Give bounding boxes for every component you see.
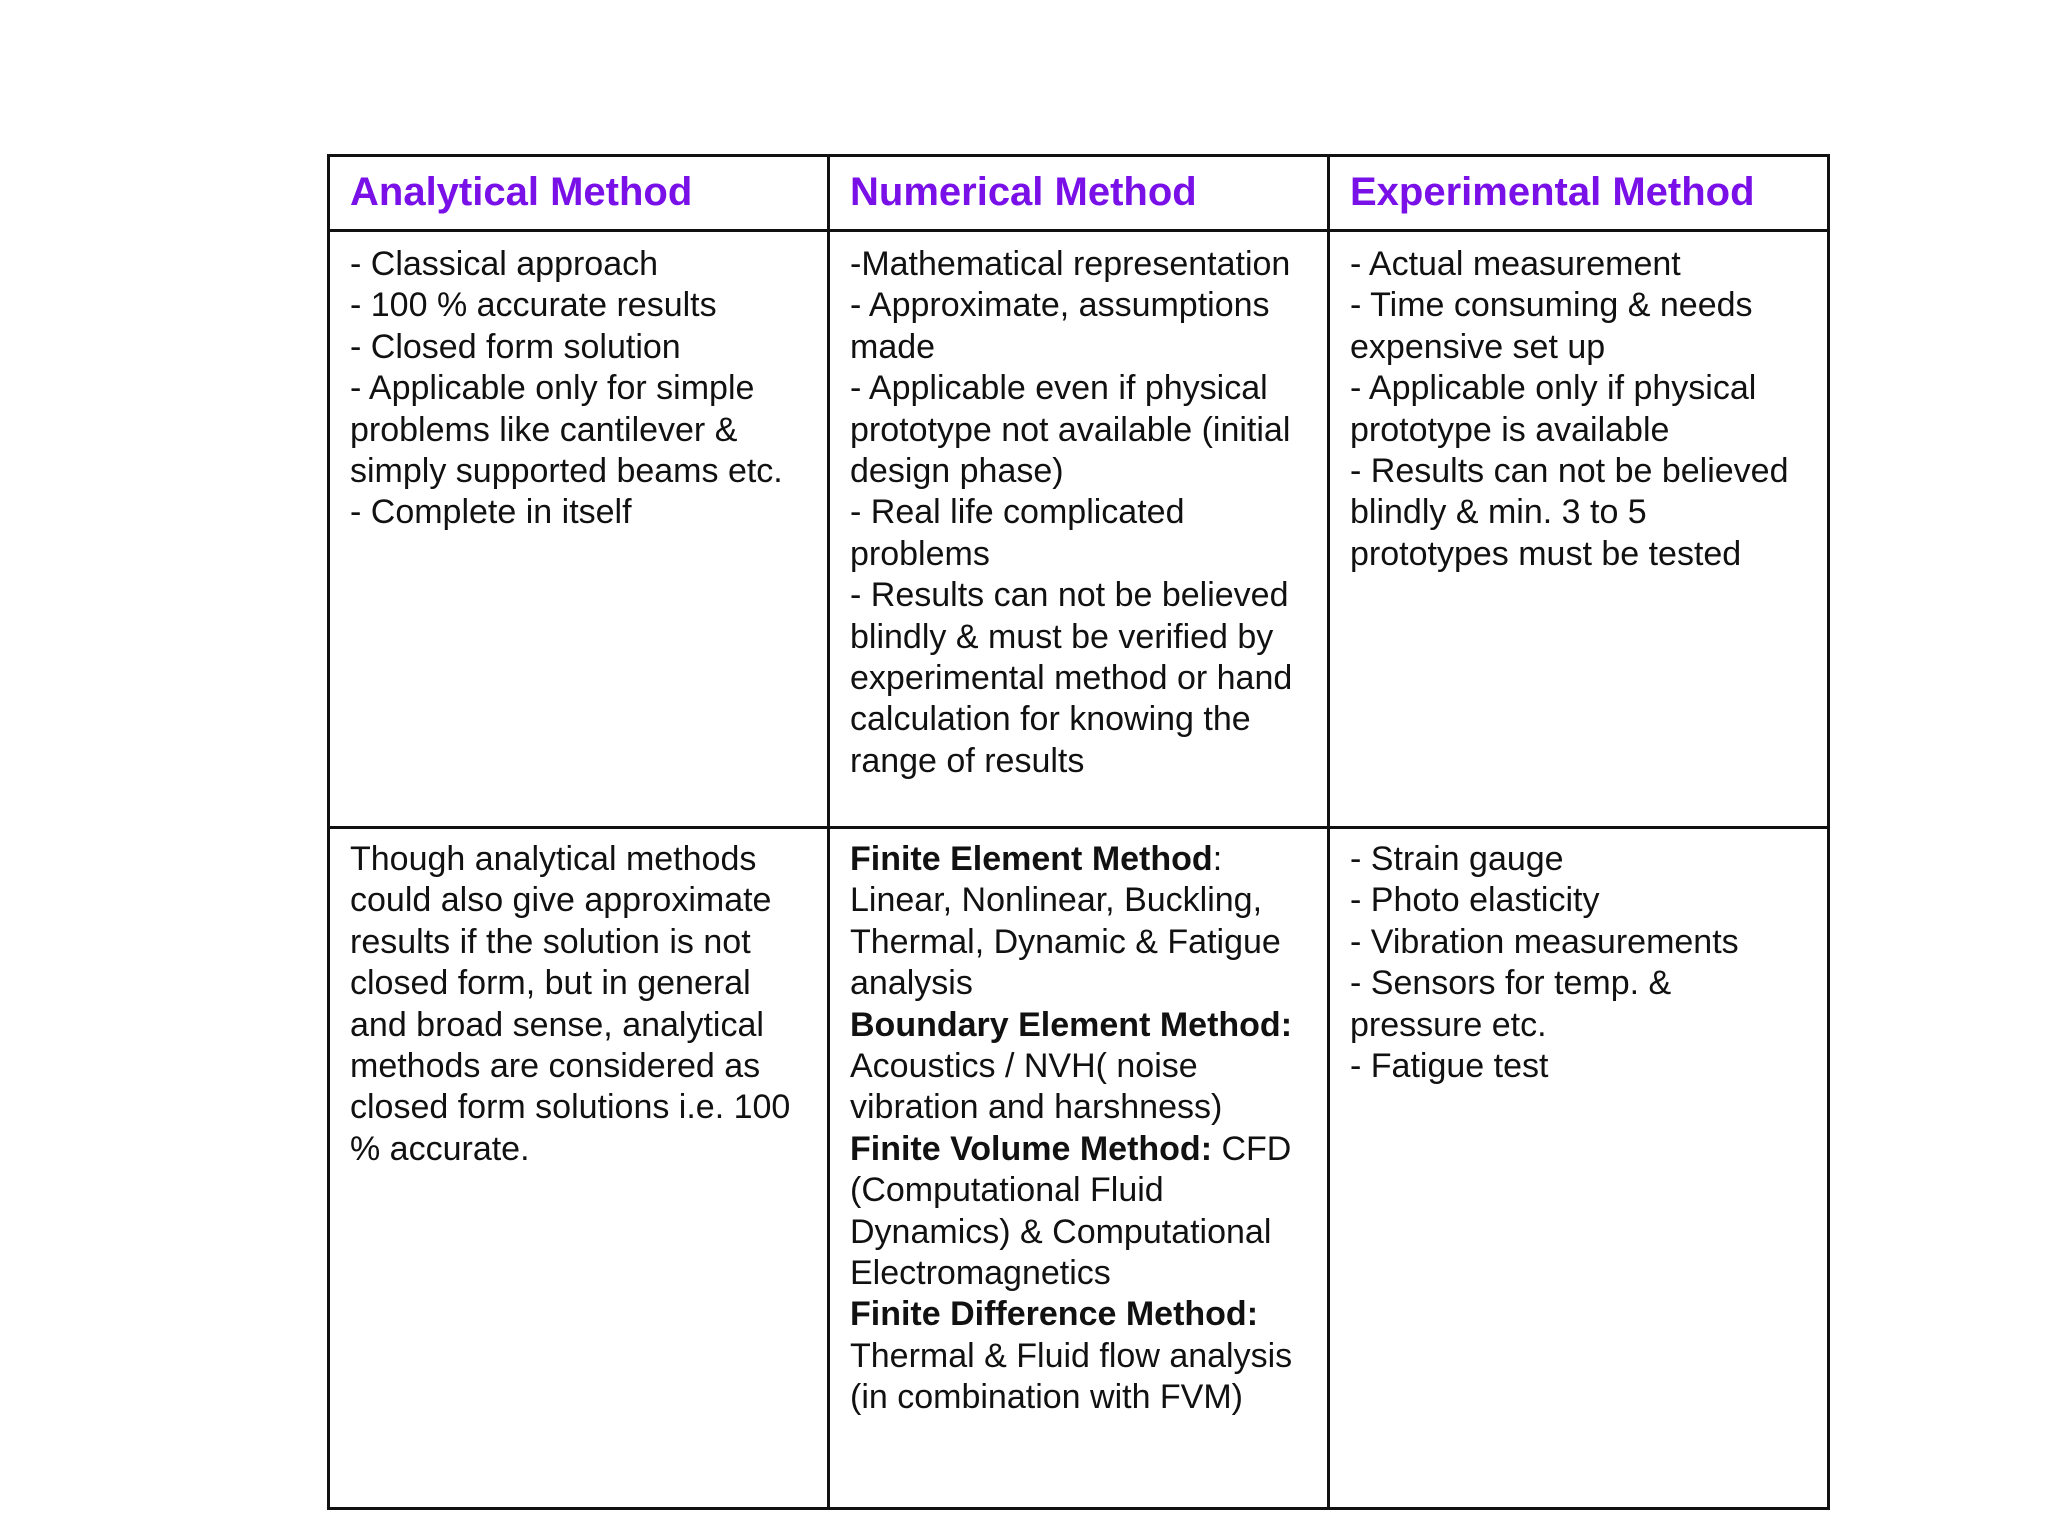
method-term-fdm: Finite Difference Method: — [850, 1295, 1259, 1334]
experimental-techniques-cell — [1329, 828, 1829, 1509]
experimental-characteristics-cell — [1329, 231, 1829, 828]
list-item: - Real life complicated problems — [850, 493, 1185, 573]
analytical-characteristics-cell — [329, 231, 829, 828]
header-analytical-method: Analytical Method — [329, 156, 829, 231]
numerical-techniques-cell — [829, 828, 1329, 1509]
method-desc-bem: Acoustics / NVH( noise vibration and harshness) — [850, 1047, 1223, 1127]
analytical-note-text: Though analytical methods could also give approximate results if the solution is not closed form, but in general and broad sense, analytical methods are considered as closed form solutions i.e. 100 % accurate. — [350, 840, 791, 1168]
list-item: - Results can not be believed blindly & min. 3 to 5 prototypes must be tested — [1350, 452, 1789, 573]
method-desc-fvm: CFD (Computational Fluid Dynamics) & Computational Electromagnetics — [850, 1129, 1292, 1293]
list-item: - Time consuming & needs expensive set up — [1350, 286, 1753, 366]
list-item: - Sensors for temp. & pressure etc. — [1350, 964, 1672, 1044]
list-item: - Photo elasticity — [1350, 881, 1600, 920]
list-item: - 100 % accurate results — [350, 286, 717, 325]
list-item: - Applicable only for simple problems like cantilever & simply supported beams etc. — [350, 369, 783, 491]
method-term-fvm: Finite Volume Method: — [850, 1129, 1213, 1168]
analytical-note-cell — [329, 828, 829, 1509]
list-item: - Vibration measurements — [1350, 922, 1739, 961]
methods-comparison-table — [327, 154, 1830, 1510]
list-item: - Approximate, assumptions made — [850, 286, 1270, 366]
list-item: - Classical approach — [350, 245, 659, 283]
method-term-fem-separator: : — [1212, 840, 1223, 878]
list-item: - Applicable even if physical prototype not available (initial design phase) — [850, 369, 1291, 491]
header-experimental-method: Experimental Method — [1329, 156, 1829, 231]
list-item: - Results can not be believed blindly & must be verified by experimental method or hand calculation for knowing the range of results — [850, 576, 1293, 780]
method-term-fem: Finite Element Method — [850, 840, 1213, 878]
table-row-techniques — [329, 828, 1829, 1509]
list-item: -Mathematical representation — [850, 245, 1291, 283]
list-item: - Strain gauge — [1350, 840, 1564, 878]
list-item: - Fatigue test — [1350, 1047, 1549, 1086]
header-numerical-method: Numerical Method — [829, 156, 1329, 231]
table-header-row — [329, 156, 1829, 231]
list-item: - Closed form solution — [350, 327, 681, 366]
method-desc-fem: Linear, Nonlinear, Buckling, Thermal, Dynamic & Fatigue analysis — [850, 881, 1281, 1003]
list-item: - Complete in itself — [350, 493, 632, 532]
list-item: - Applicable only if physical prototype is available — [1350, 369, 1757, 449]
list-item: - Actual measurement — [1350, 245, 1681, 283]
numerical-characteristics-cell — [829, 231, 1329, 828]
table-row-characteristics — [329, 231, 1829, 828]
method-term-bem: Boundary Element Method: — [850, 1005, 1293, 1044]
method-desc-fdm: Thermal & Fluid flow analysis (in combination with FVM) — [850, 1336, 1293, 1417]
